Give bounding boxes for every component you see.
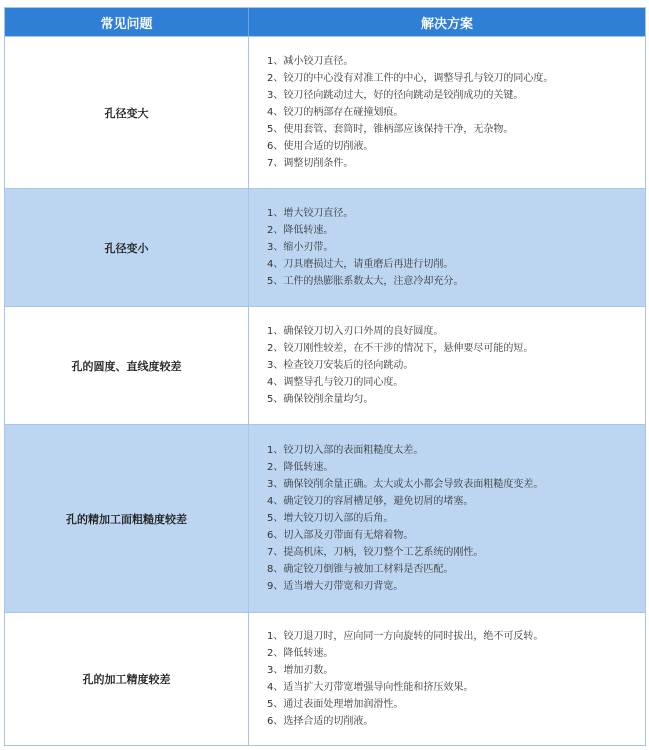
solution-item: 1、铰刀退刀时，应向同一方向旋转的同时拔出，绝不可反转。 [267, 631, 544, 642]
solution-item: 3、确保铰削余量正确。太大或太小都会导致表面粗糙度变差。 [267, 479, 544, 490]
table-row [5, 188, 645, 306]
problem-cell: 孔径变小 [5, 189, 249, 306]
solution-item: 1、增大铰刀直径。 [267, 208, 354, 219]
solution-cell [249, 37, 645, 188]
solution-item: 5、增大铰刀切入部的后角。 [267, 513, 394, 524]
solution-item: 3、检查铰刀安装后的径向跳动。 [267, 360, 414, 371]
problem-cell: 孔的加工精度较差 [5, 613, 249, 745]
troubleshooting-table [4, 7, 646, 746]
solution-item: 9、适当增大刃带宽和刃背宽。 [267, 581, 404, 592]
solution-item: 5、工件的热膨胀系数太大，注意冷却充分。 [267, 276, 464, 287]
solution-item: 7、调整切削条件。 [267, 158, 354, 169]
solution-item: 4、刀具磨损过大，请重磨后再进行切削。 [267, 259, 454, 270]
solution-cell [249, 613, 645, 745]
solution-item: 1、确保铰刀切入刃口外周的良好圆度。 [267, 326, 444, 337]
solution-item: 4、铰刀的柄部存在碰撞划痕。 [267, 107, 404, 118]
solution-cell [249, 425, 645, 612]
solution-item: 4、调整导孔与铰刀的同心度。 [267, 377, 404, 388]
problem-cell: 孔的精加工面粗糙度较差 [5, 425, 249, 612]
table-row [5, 36, 645, 188]
solution-item: 2、铰刀的中心没有对准工件的中心，调整导孔与铰刀的同心度。 [267, 73, 554, 84]
solution-item: 5、通过表面处理增加润滑性。 [267, 699, 404, 710]
table-header [5, 8, 645, 36]
solution-item: 8、确定铰刀倒锥与被加工材料是否匹配。 [267, 564, 454, 575]
solution-item: 3、铰刀径向跳动过大，好的径向跳动是铰削成功的关键。 [267, 90, 524, 101]
solution-item: 6、使用合适的切削液。 [267, 141, 374, 152]
problem-cell: 孔的圆度、直线度较差 [5, 307, 249, 424]
solution-cell [249, 189, 645, 306]
solution-item: 5、确保铰削余量均匀。 [267, 394, 374, 405]
solution-item: 3、缩小刃带。 [267, 242, 334, 253]
solution-item: 7、提高机床，刀柄，铰刀整个工艺系统的刚性。 [267, 547, 484, 558]
solution-item: 4、确定铰刀的容屑槽足够，避免切屑的堵塞。 [267, 496, 474, 507]
solution-item: 6、选择合适的切削液。 [267, 716, 374, 727]
solution-item: 6、切入部及刃带面有无熔着物。 [267, 530, 414, 541]
solution-item: 2、铰刀刚性较差，在不干涉的情况下，悬伸要尽可能的短。 [267, 343, 534, 354]
solution-item: 4、适当扩大刃带宽增强导向性能和挤压效果。 [267, 682, 474, 693]
solution-item: 2、降低转速。 [267, 462, 334, 473]
header-problem: 常见问题 [5, 8, 249, 36]
header-solution: 解决方案 [420, 16, 473, 32]
solution-item: 1、铰刀切入部的表面粗糙度太差。 [267, 445, 424, 456]
solution-item: 1、减小铰刀直径。 [267, 56, 354, 67]
table-row [5, 424, 645, 612]
table-row [5, 306, 645, 424]
solution-item: 2、降低转速。 [267, 648, 334, 659]
solution-cell [249, 307, 645, 424]
table-row [5, 612, 645, 745]
solution-item: 3、增加刃数。 [267, 665, 334, 676]
problem-cell: 孔径变大 [5, 37, 249, 188]
solution-item: 2、降低转速。 [267, 225, 334, 236]
solution-item: 5、使用套管、套筒时，锥柄部应该保持干净，无杂物。 [267, 124, 514, 135]
